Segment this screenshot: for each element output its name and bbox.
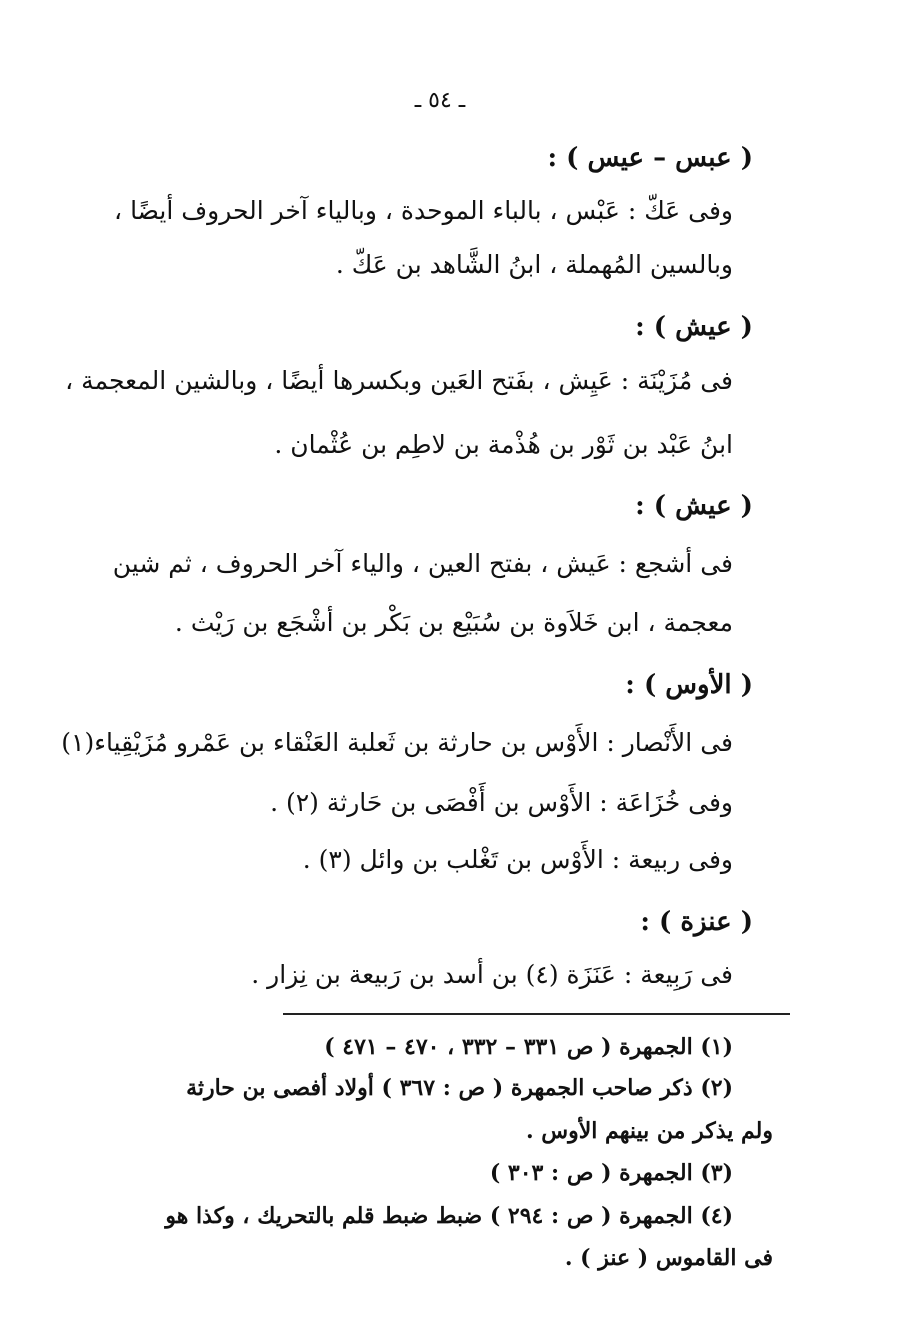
entry-line: ابنُ عَبْد بن ثَوْر بن هُذْمة بن لاطِم بن عُثْمان . — [274, 430, 733, 459]
footnote-2: (٢) ذكر صاحب الجمهرة ( ص : ٣٦٧ ) أولاد أفصى بن حارثة — [186, 1075, 733, 1101]
footnote-2-cont: ولم يذكر من بينهم الأوس . — [525, 1118, 773, 1144]
footnote-4: (٤) الجمهرة ( ص : ٢٩٤ ) ضبط ضبط قلم بالتحريك ، وكذا هو — [165, 1203, 733, 1229]
entry-line: وفى خُزَاعَة : الأَوْس بن أَفْصَى بن حَارثة (٢) . — [270, 788, 733, 817]
entry-line: فى رَبِيعة : عَنَزَة (٤) بن أسد بن رَبيعة بن نِزار . — [251, 960, 733, 989]
footnote-3: (٣) الجمهرة ( ص : ٣٠٣ ) — [489, 1160, 733, 1186]
entry-line: وفى ربيعة : الأَوْس بن تَغْلب بن وائل (٣) . — [302, 845, 733, 874]
entry-line: فى أشجع : عَيش ، بفتح العين ، والياء آخر الحروف ، ثم شين — [112, 549, 733, 578]
entry-line: وبالسين المُهملة ، ابنُ الشَّاهد بن عَكّ . — [335, 250, 733, 279]
footnote-4-cont: فى القاموس ( عنز ) . — [564, 1245, 773, 1271]
entry-line: وفى عَكّ : عَبْس ، بالباء الموحدة ، وبالياء آخر الحروف أيضًا ، — [114, 196, 733, 225]
entry-heading-aish-2: ( عيش ) : — [635, 491, 753, 521]
footnote-1: (١) الجمهرة ( ص ٣٣١ – ٣٣٢ ، ٤٧٠ – ٤٧١ ) — [324, 1034, 733, 1060]
entry-line: معجمة ، ابن خَلاَوة بن سُبَيْع بن بَكْر بن أشْجَع بن رَيْث . — [174, 608, 733, 637]
entry-heading-abs: ( عبس – عيس ) : — [547, 143, 753, 173]
footnote-separator — [283, 1013, 790, 1015]
entry-line: فى الأَنْصار : الأَوْس بن حارثة بن ثَعلبة العَنْقاء بن عَمْرو مُزَيْقِياء(١) — [61, 728, 733, 757]
page-number: ـ ٥٤ ـ — [414, 88, 466, 113]
entry-heading-anaza: ( عنزة ) : — [640, 907, 753, 937]
entry-heading-aws: ( الأوس ) : — [625, 670, 753, 700]
entry-line: فى مُزَيْنَة : عَيِش ، بفَتح العَين وبكسرها أيضًا ، وبالشين المعجمة ، — [65, 366, 733, 395]
entry-heading-aish: ( عيش ) : — [635, 312, 753, 342]
